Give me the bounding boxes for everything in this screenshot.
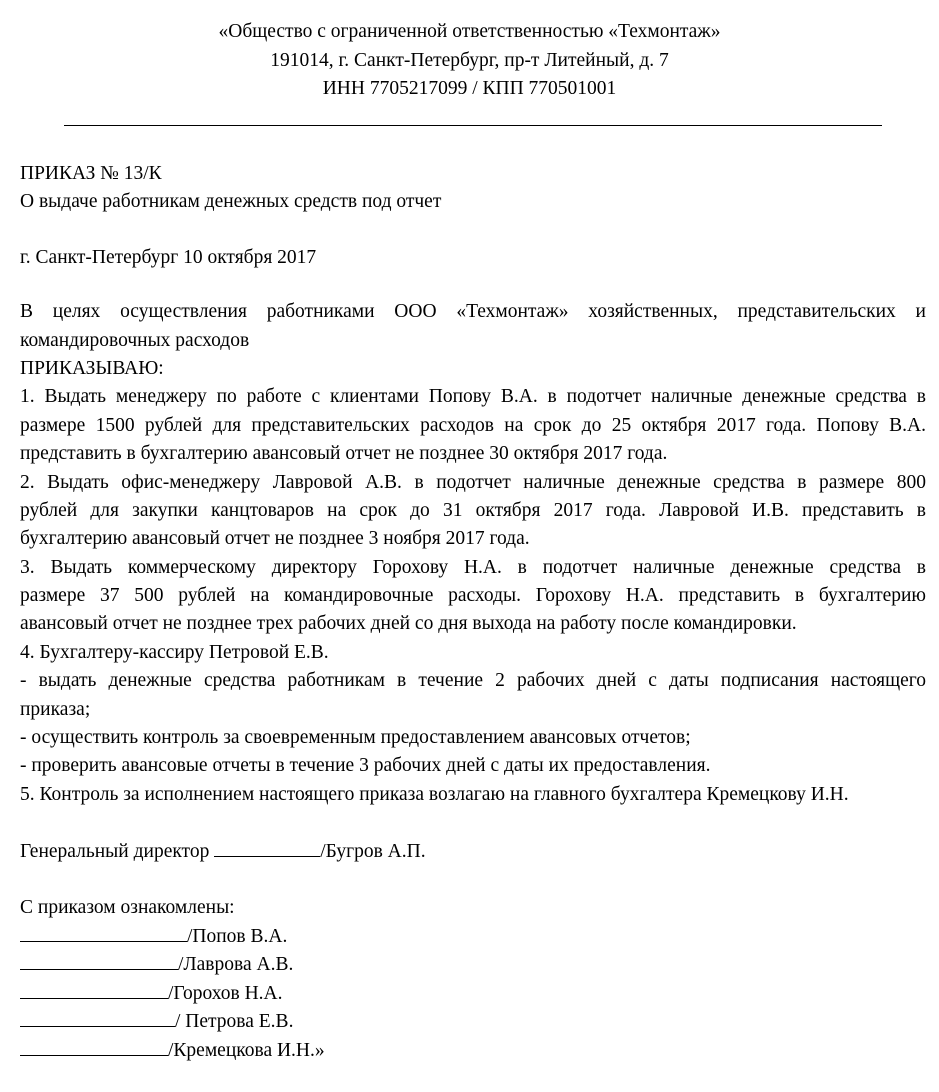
item-4-line: - осуществить контроль за своевременным предоставлением авансовых отчетов; [20,727,691,749]
acknowledgement-row [20,979,926,1007]
signature-line [20,950,178,970]
acknowledger-name: / Петрова Е.В. [175,1011,294,1033]
item-2-line: бухгалтерию авансовый отчет не позднее 3 ноября 2017 года. [20,528,530,550]
order-number: ПРИКАЗ № 13/К [20,163,162,184]
acknowledgement-row [20,922,926,950]
preamble-line: В целях осуществления работниками ООО «Техмонтаж» хозяйственных, представительских и [20,301,926,323]
signature-line [20,1036,168,1056]
acknowledgement-heading: С приказом ознакомлены: [20,896,235,918]
signature-line [20,979,168,999]
item-4-line: - проверить авансовые отчеты в течение 3 рабочих дней с даты их предоставления. [20,755,711,777]
header-divider [64,125,882,126]
acknowledgement-row [20,1007,926,1035]
item-2-line: рублей для закупки канцтоваров на срок до 31 октября 2017 года. Лавровой И.В. представить в [20,499,926,521]
item-1-line: представить в бухгалтерию авансовый отчет не позднее 30 октября 2017 года. [20,443,668,465]
signer-role: Генеральный директор [20,841,215,863]
item-5-line: 5. Контроль за исполнением настоящего приказа возлагаю на главного бухгалтера Кремецкову И.Н. [20,783,849,805]
director-signature [20,837,926,865]
signature-line [214,837,320,857]
item-3-line: размере 37 500 рублей на командировочные расходы. Горохову Н.А. представить в бухгалтерию [20,585,926,607]
org-name: «Общество с ограниченной ответственностью «Техмонтаж» [218,21,721,42]
order-subject: О выдаче работникам денежных средств под отчет [20,191,442,213]
acknowledger-name: /Лаврова А.В. [178,954,294,976]
signature-line [20,922,187,942]
item-2-line: 2. Выдать офис-менеджеру Лавровой А.В. в подотчет наличные денежные средства в размере 800 [20,471,926,493]
item-1-line: размере 1500 рублей для представительских расходов на срок до 25 октября 2017 года. Попову В.А. [20,414,926,436]
preamble-line: командировочных расходов [20,329,250,351]
org-address: 191014, г. Санкт-Петербург, пр-т Литейный, д. 7 [270,49,669,71]
item-3-line: авансовый отчет не позднее трех рабочих дней со дня выхода на работу после командировки. [20,613,797,635]
acknowledger-name: /Попов В.А. [187,925,288,947]
order-place-date: г. Санкт-Петербург 10 октября 2017 [20,246,317,268]
order-body [20,160,926,1064]
item-4-line: 4. Бухгалтеру-кассиру Петровой Е.В. [20,641,329,663]
signature-line [20,1007,175,1027]
order-directive: ПРИКАЗЫВАЮ: [20,357,164,379]
item-4-line: - выдать денежные средства работникам в течение 2 рабочих дней с даты подписания настоящего [20,670,926,692]
letterhead [0,18,939,104]
item-3-line: 3. Выдать коммерческому директору Горохову Н.А. в подотчет наличные денежные средства в [20,556,926,578]
acknowledger-name: /Горохов Н.А. [168,982,283,1004]
item-1-line: 1. Выдать менеджеру по работе с клиентами Попову В.А. в подотчет наличные денежные средства в [20,386,926,408]
signer-name: /Бугров А.П. [320,841,426,863]
acknowledgement-row [20,950,926,978]
org-tax-ids: ИНН 7705217099 / КПП 770501001 [322,78,617,99]
acknowledgement-row [20,1036,926,1064]
item-4-line: приказа; [20,698,91,720]
acknowledger-name: /Кремецкова И.Н.» [168,1039,325,1061]
